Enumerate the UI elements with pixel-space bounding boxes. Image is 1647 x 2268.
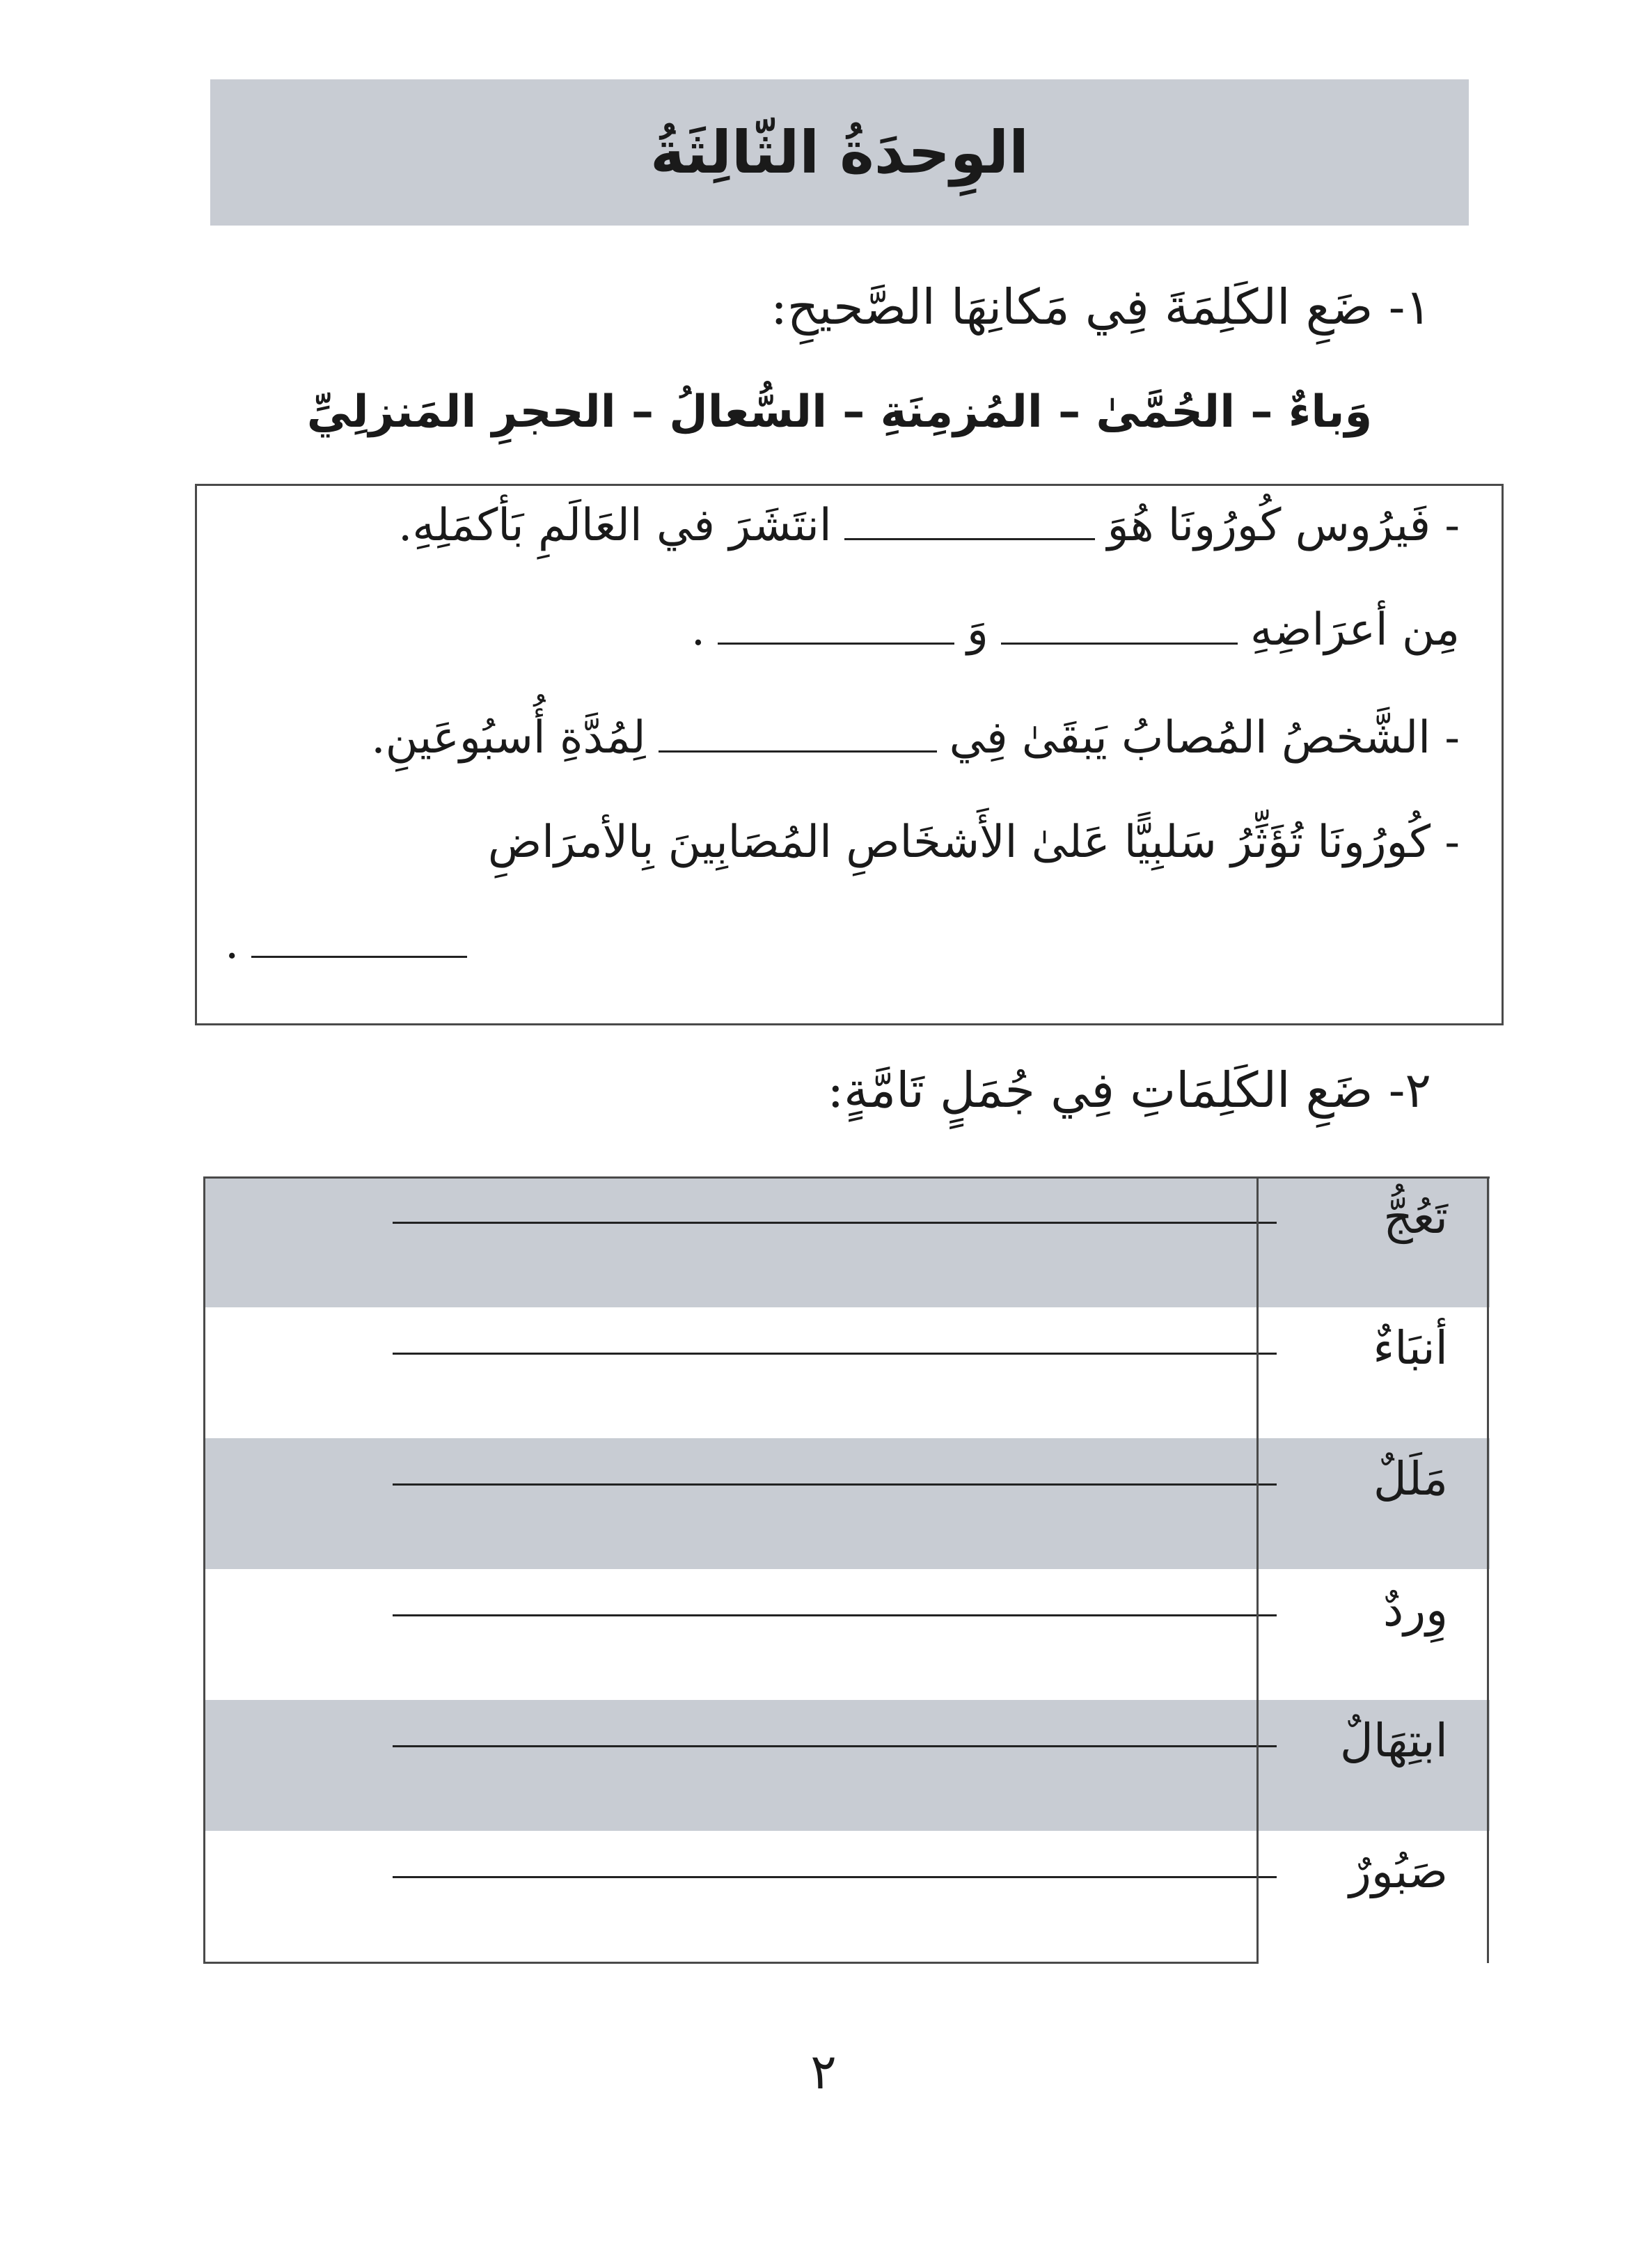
vocab-word: أنبَاءٌ (1373, 1321, 1448, 1375)
answer-line[interactable] (393, 1483, 1277, 1486)
table-border-right (1487, 1176, 1489, 1963)
table-border-left (203, 1176, 205, 1963)
answer-blank-2[interactable] (1001, 642, 1238, 645)
sentence-2-mid: وَ (967, 604, 988, 656)
exercise1-instruction: ١- ضَعِ الكَلِمَةَ فِي مَكانِهَا الصَّحيحِ: (771, 278, 1431, 336)
vocab-word: وِردٌ (1382, 1583, 1448, 1637)
answer-blank-3[interactable] (718, 642, 954, 645)
table-row (203, 1438, 1490, 1569)
exercise1-box (195, 484, 1504, 1025)
sentence-2 (691, 604, 1460, 656)
table-row (203, 1176, 1490, 1307)
sentence-4-continuation (225, 918, 480, 969)
answer-line[interactable] (393, 1353, 1277, 1355)
exercise2-instruction: ٢- ضَعِ الكَلِمَاتِ فِي جُمَلٍ تَامَّةٍ: (827, 1062, 1431, 1119)
unit-title: الوِحدَةُ الثّالِثَةُ (650, 118, 1029, 187)
word-bank: وَباءٌ – الحُمَّىٰ – المُزمِنَةِ – السُّعالُ – الحجرِ المَنزلِيِّ (306, 386, 1373, 438)
table-border-top (203, 1176, 1490, 1179)
vocab-word: صَبُورٌ (1349, 1845, 1448, 1898)
title-banner (210, 79, 1469, 226)
answer-line[interactable] (393, 1876, 1277, 1878)
sentence-4 (488, 817, 1460, 868)
table-row (203, 1569, 1490, 1700)
sentence-1-end: انتَشَرَ في العَالَمِ بَأكمَلِهِ. (397, 500, 832, 551)
vocab-word: ابتِهَالٌ (1339, 1714, 1448, 1767)
sentence-2-start: مِن أعرَاضِهِ (1250, 604, 1460, 656)
vocab-word: مَلَلٌ (1373, 1452, 1448, 1506)
sentence-1 (398, 500, 1460, 551)
sentence-3-end: لِمُدَّةِ أُسبُوعَينِ. (371, 712, 646, 764)
table-row (203, 1700, 1490, 1831)
answer-line[interactable] (393, 1222, 1277, 1224)
answer-blank-1[interactable] (844, 537, 1095, 540)
answer-blank-5[interactable] (251, 955, 467, 958)
table-row (203, 1831, 1490, 1962)
answer-line[interactable] (393, 1745, 1277, 1747)
vocab-word: تَعُجُّ (1383, 1190, 1448, 1244)
sentence-2-end: . (691, 604, 706, 656)
answer-blank-4[interactable] (659, 750, 937, 753)
sentences-table (203, 1176, 1490, 1963)
answer-line[interactable] (393, 1614, 1277, 1616)
table-border-bottom (203, 1962, 1259, 1964)
sentence-4-end: . (225, 918, 239, 969)
page-number: ٢ (810, 2043, 837, 2100)
table-row (203, 1307, 1490, 1438)
sentence-3 (371, 712, 1460, 764)
sentence-4-text: - كُورُونَا تُؤَثِّرُ سَلبِيًّا عَلىٰ الأَشخَاصِ المُصَابِينَ بِالأمرَاضِ (487, 817, 1460, 868)
sentence-1-start: - فَيرُوس كُورُونَا هُوَ (1107, 500, 1460, 551)
sentence-3-start: - الشَّخصُ المُصابُ يَبقَىٰ فِي (949, 712, 1460, 764)
table-column-divider (1256, 1176, 1259, 1963)
